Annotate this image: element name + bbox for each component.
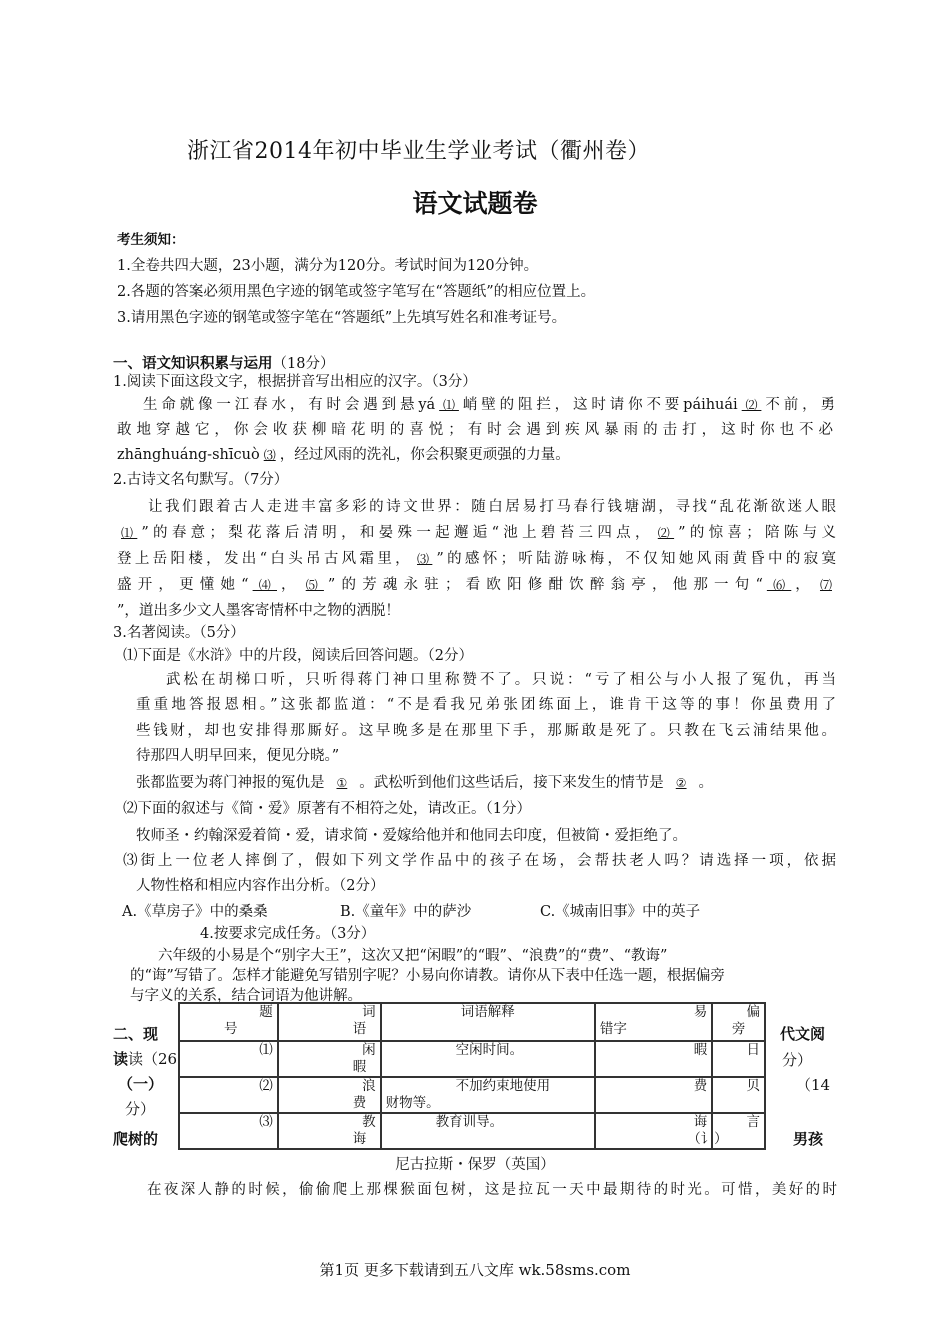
- text: 旁: [731, 1021, 746, 1037]
- word-table: [178, 1002, 766, 1150]
- page-footer: 第1页 更多下载请到五八文库 wk.58sms.com: [319, 1261, 631, 1279]
- story-title: 男孩: [793, 1130, 824, 1148]
- text: 暇: [595, 1041, 712, 1077]
- q2-line: [117, 549, 836, 569]
- table-header: [179, 1003, 765, 1041]
- blank: ⑶: [263, 448, 276, 462]
- q2-line: [117, 575, 836, 595]
- excerpt-line: 些钱财，却也安排得那厮好。这早晚多是在那里下手，那厮敢是死了。只教在飞云浦结果他。: [136, 723, 836, 739]
- blank: ⑵: [657, 526, 675, 540]
- blank: ⑷: [252, 578, 277, 592]
- text: 读（26: [128, 1050, 178, 1068]
- q1-title: 1.阅读下面这段文字，根据拼音写出相应的汉字。（3分）: [113, 374, 477, 390]
- text: 。: [698, 775, 714, 791]
- text: 易: [693, 1004, 708, 1020]
- blank: ⑸: [305, 578, 324, 592]
- blank: ⑵: [741, 398, 762, 412]
- text: 偏: [746, 1004, 760, 1020]
- blank: ⑹: [766, 578, 792, 592]
- excerpt-line: 重重地答报恩相。”这张都监道：“不是看我兄弟张团练面上，谁肯干这等的事！你虽费用了: [136, 697, 836, 713]
- text: 财物等。: [385, 1095, 440, 1111]
- section2-heading: 代文阅: [780, 1025, 826, 1043]
- q3-question: [136, 773, 713, 793]
- q2-title: 2.古诗文名句默写。（7分）: [113, 472, 289, 488]
- notice-item: 2.各题的答案必须用黑色字迹的钢笔或签字笔写在“答题纸”的相应位置上。: [117, 284, 596, 300]
- text: 题: [259, 1004, 273, 1020]
- text: 张都监要为蒋门神报的冤仇是: [136, 775, 325, 791]
- text: 空闲时间。: [455, 1042, 524, 1058]
- text: ，经过风雨的洗礼，你会积聚更顽强的力量。: [279, 447, 570, 463]
- q2-line: [117, 523, 836, 543]
- text: 盛开，更懂她“: [117, 577, 249, 593]
- option-a: A.《草房子》中的桑桑: [122, 904, 268, 920]
- q4-title: 4.按要求完成任务。（3分）: [200, 926, 376, 942]
- q2-line: ”，道出多少文人墨客寄情杯中之物的洒脱！: [117, 603, 400, 619]
- text: ⑴: [179, 1041, 278, 1077]
- text: 费: [352, 1095, 367, 1111]
- text: 词: [362, 1004, 376, 1020]
- text: 不前，勇: [765, 397, 835, 413]
- text: 闲: [362, 1042, 376, 1058]
- story-title: 爬树的: [113, 1130, 159, 1148]
- section2-heading: 分）: [125, 1100, 156, 1118]
- text: 生命就像一江春水，有时会遇到悬yá: [143, 397, 436, 413]
- blank: ⑴: [121, 526, 138, 540]
- exam-title: 浙江省2014年初中毕业生学业考试（衢州卷）: [187, 139, 650, 164]
- exam-subtitle: 语文试题卷: [412, 189, 538, 218]
- q1-line: [117, 445, 570, 465]
- text: ”的惊喜；陪陈与义: [678, 525, 836, 541]
- q3-part2-text: 牧师圣・约翰深爱着简・爱，请求简・爱嫁给他并和他同去印度，但被简・爱拒绝了。: [136, 828, 687, 844]
- section1-heading: [113, 354, 334, 374]
- q4-line: 六年级的小易是个“别字大王”，这次又把“闲暇”的“暇”、“浪费”的“费”、“教诲”: [158, 948, 668, 964]
- text: ⑵: [179, 1077, 278, 1113]
- section2-heading: 读读（26: [113, 1050, 178, 1068]
- text: 峭壁的阻拦，这时请你不要páihuái: [462, 397, 738, 413]
- section2-heading: 分）: [782, 1051, 813, 1069]
- text: 诲: [352, 1131, 367, 1147]
- table-row: [179, 1041, 765, 1077]
- text: 浪: [362, 1078, 376, 1094]
- blank: ⑶: [417, 552, 433, 566]
- text: 。武松听到他们这些话后，接下来发生的情节是: [359, 775, 664, 791]
- section2-heading: （一）: [118, 1075, 164, 1093]
- table-row: [179, 1113, 765, 1149]
- section2-heading: （14: [796, 1076, 831, 1094]
- q3-part3: ⑶街上一位老人摔倒了，假如下列文学作品中的孩子在场，会帮扶老人吗？请选择一项，依据: [123, 853, 836, 869]
- story-author: 尼古拉斯・保罗（英国）: [395, 1157, 555, 1173]
- text: ，: [281, 577, 302, 593]
- q4-line: 与字义的关系，结合词语为他讲解。: [130, 988, 362, 1004]
- text: 不加约束地使用: [455, 1078, 551, 1094]
- text: ，: [795, 577, 816, 593]
- q1-line: [143, 395, 835, 415]
- blank: ②: [675, 776, 687, 790]
- text: zhānghuáng-shīcuò: [117, 447, 260, 463]
- notice-heading: 考生须知：: [117, 232, 185, 248]
- q4-line: 的“诲”写错了。怎样才能避免写错别字呢？小易向你请教。请你从下表中任选一题，根据偏旁: [130, 968, 725, 984]
- q2-line: 让我们跟着古人走进丰富多彩的诗文世界：随白居易打马春行钱塘湖，寻找“乱花渐欲迷人眼: [148, 499, 836, 515]
- text: 语: [352, 1021, 367, 1037]
- notice-item: 1.全卷共四大题，23小题，满分为120分。考试时间为120分钟。: [117, 258, 539, 274]
- notice-item: 3.请用黑色字迹的钢笔或签字笔在“答题纸”上先填写姓名和准考证号。: [117, 310, 567, 326]
- q3-part2: ⑵下面的叙述与《简・爱》原著有不相符之处，请改正。（1分）: [123, 801, 531, 817]
- excerpt-line: 待那四人明早回来，便见分晓。”: [136, 748, 340, 764]
- section1-score: （18分）: [272, 356, 335, 372]
- section1-title: 一、语文知识积累与运用: [113, 356, 273, 372]
- blank: ⑴: [439, 398, 459, 412]
- text: 登上岳阳楼，发出“白头吊古风霜里，: [117, 551, 413, 567]
- text: ”的春意；梨花落后清明，和晏殊一起邂逅“池上碧苔三四点，: [141, 525, 654, 541]
- text: 词语解释: [460, 1004, 515, 1020]
- blank: ⑺: [819, 578, 832, 592]
- text: 教育训导。: [435, 1114, 504, 1130]
- text: 暇: [352, 1059, 367, 1075]
- text: 诲: [595, 1113, 712, 1149]
- text: 费: [595, 1077, 712, 1113]
- q3-part1: ⑴下面是《水浒》中的片段，阅读后回答问题。（2分）: [123, 648, 473, 664]
- option-b: B.《童年》中的萨沙: [340, 904, 472, 920]
- table-row: [179, 1077, 765, 1113]
- option-c: C.《城南旧事》中的英子: [540, 904, 701, 920]
- section2-heading: 二、现: [113, 1025, 159, 1043]
- text: 号: [224, 1021, 238, 1037]
- text: 言: [746, 1114, 760, 1130]
- text: ”的芳魂永驻；看欧阳修酣饮醉翁亭，他那一句“: [327, 577, 763, 593]
- text: 贝: [712, 1077, 765, 1113]
- blank: ①: [336, 776, 348, 790]
- text: （讠）: [687, 1131, 728, 1147]
- q1-line: 敢地穿越它，你会收获柳暗花明的喜悦；有时会遇到疾风暴雨的击打，这时你也不必: [117, 422, 835, 438]
- text: 日: [712, 1041, 765, 1077]
- story-line: 在夜深人静的时候，偷偷爬上那棵猴面包树，这是拉瓦一天中最期待的时光。可惜，美好的时: [147, 1182, 837, 1198]
- q3-part3: 人物性格和相应内容作出分析。（2分）: [136, 878, 385, 894]
- text: 错字: [599, 1021, 627, 1037]
- excerpt-line: 武松在胡梯口听，只听得蒋门神口里称赞不了。只说：“亏了相公与小人报了冤仇，再当: [166, 672, 836, 688]
- text: ⑶: [179, 1113, 278, 1149]
- q3-title: 3.名著阅读。（5分）: [113, 625, 245, 641]
- text: 教: [362, 1114, 376, 1130]
- text: ”的感怀；听陆游咏梅，不仅知她风雨黄昏中的寂寞: [436, 551, 836, 567]
